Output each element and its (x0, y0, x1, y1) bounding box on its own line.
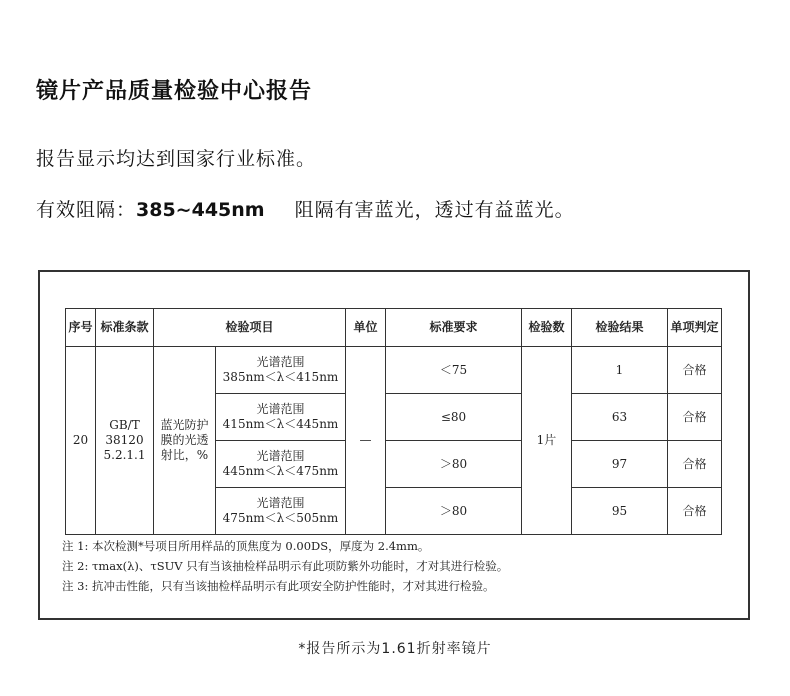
std-code-cell: GB/T 38120 5.2.1.1 (96, 347, 154, 535)
judge-cell: 合格 (668, 441, 722, 488)
table-row (66, 347, 722, 394)
judge-cell: 合格 (668, 347, 722, 394)
header-req: 标准要求 (386, 309, 522, 347)
result-cell: 95 (572, 488, 668, 535)
spec-cell: 光谱范围 415nm＜λ＜445nm (216, 394, 346, 441)
note-line: 注 1: 本次检测*号项目所用样品的顶焦度为 0.00DS，厚度为 2.4mm。 (62, 539, 430, 553)
result-cell: 1 (572, 347, 668, 394)
report-image (38, 270, 750, 620)
block-line (36, 195, 575, 222)
spec-cell: 光谱范围 445nm＜λ＜475nm (216, 441, 346, 488)
header-item: 检验项目 (154, 309, 346, 347)
block-range: 385~445nm (136, 199, 265, 221)
header-count: 检验数 (522, 309, 572, 347)
result-cell: 97 (572, 441, 668, 488)
report-notes (62, 536, 508, 596)
req-cell: ＞80 (386, 488, 522, 535)
header-result: 检验结果 (572, 309, 668, 347)
seq-cell: 20 (66, 347, 96, 535)
header-seq: 序号 (66, 309, 96, 347)
spec-cell: 光谱范围 475nm＜λ＜505nm (216, 488, 346, 535)
req-cell: ≤80 (386, 394, 522, 441)
footnote: *报告所示为1.61折射率镜片 (298, 641, 492, 657)
judge-cell: 合格 (668, 488, 722, 535)
judge-cell: 合格 (668, 394, 722, 441)
unit-cell: — (346, 347, 386, 535)
spec-cell: 光谱范围 385nm＜λ＜415nm (216, 347, 346, 394)
header-unit: 单位 (346, 309, 386, 347)
req-cell: ＜75 (386, 347, 522, 394)
table-header-row (66, 309, 722, 347)
item-name-cell: 蓝光防护膜的光透射比，% (154, 347, 216, 535)
result-cell: 63 (572, 394, 668, 441)
header-judge: 单项判定 (668, 309, 722, 347)
block-desc: 阻隔有害蓝光，透过有益蓝光。 (294, 199, 575, 221)
block-label: 有效阻隔： (36, 199, 137, 221)
count-cell: 1片 (522, 347, 572, 535)
page-title: 镜片产品质量检验中心报告 (36, 79, 313, 104)
req-cell: ＞80 (386, 441, 522, 488)
summary-text: 报告显示均达到国家行业标准。 (36, 148, 317, 170)
note-line: 注 2: τmax(λ)、τSUV 只有当该抽检样品明示有此项防紫外功能时，才对其进行检验。 (62, 559, 509, 573)
note-line: 注 3: 抗冲击性能，只有当该抽检样品明示有此项安全防护性能时，才对其进行检验。 (62, 579, 495, 593)
report-table (65, 308, 722, 535)
header-std: 标准条款 (96, 309, 154, 347)
